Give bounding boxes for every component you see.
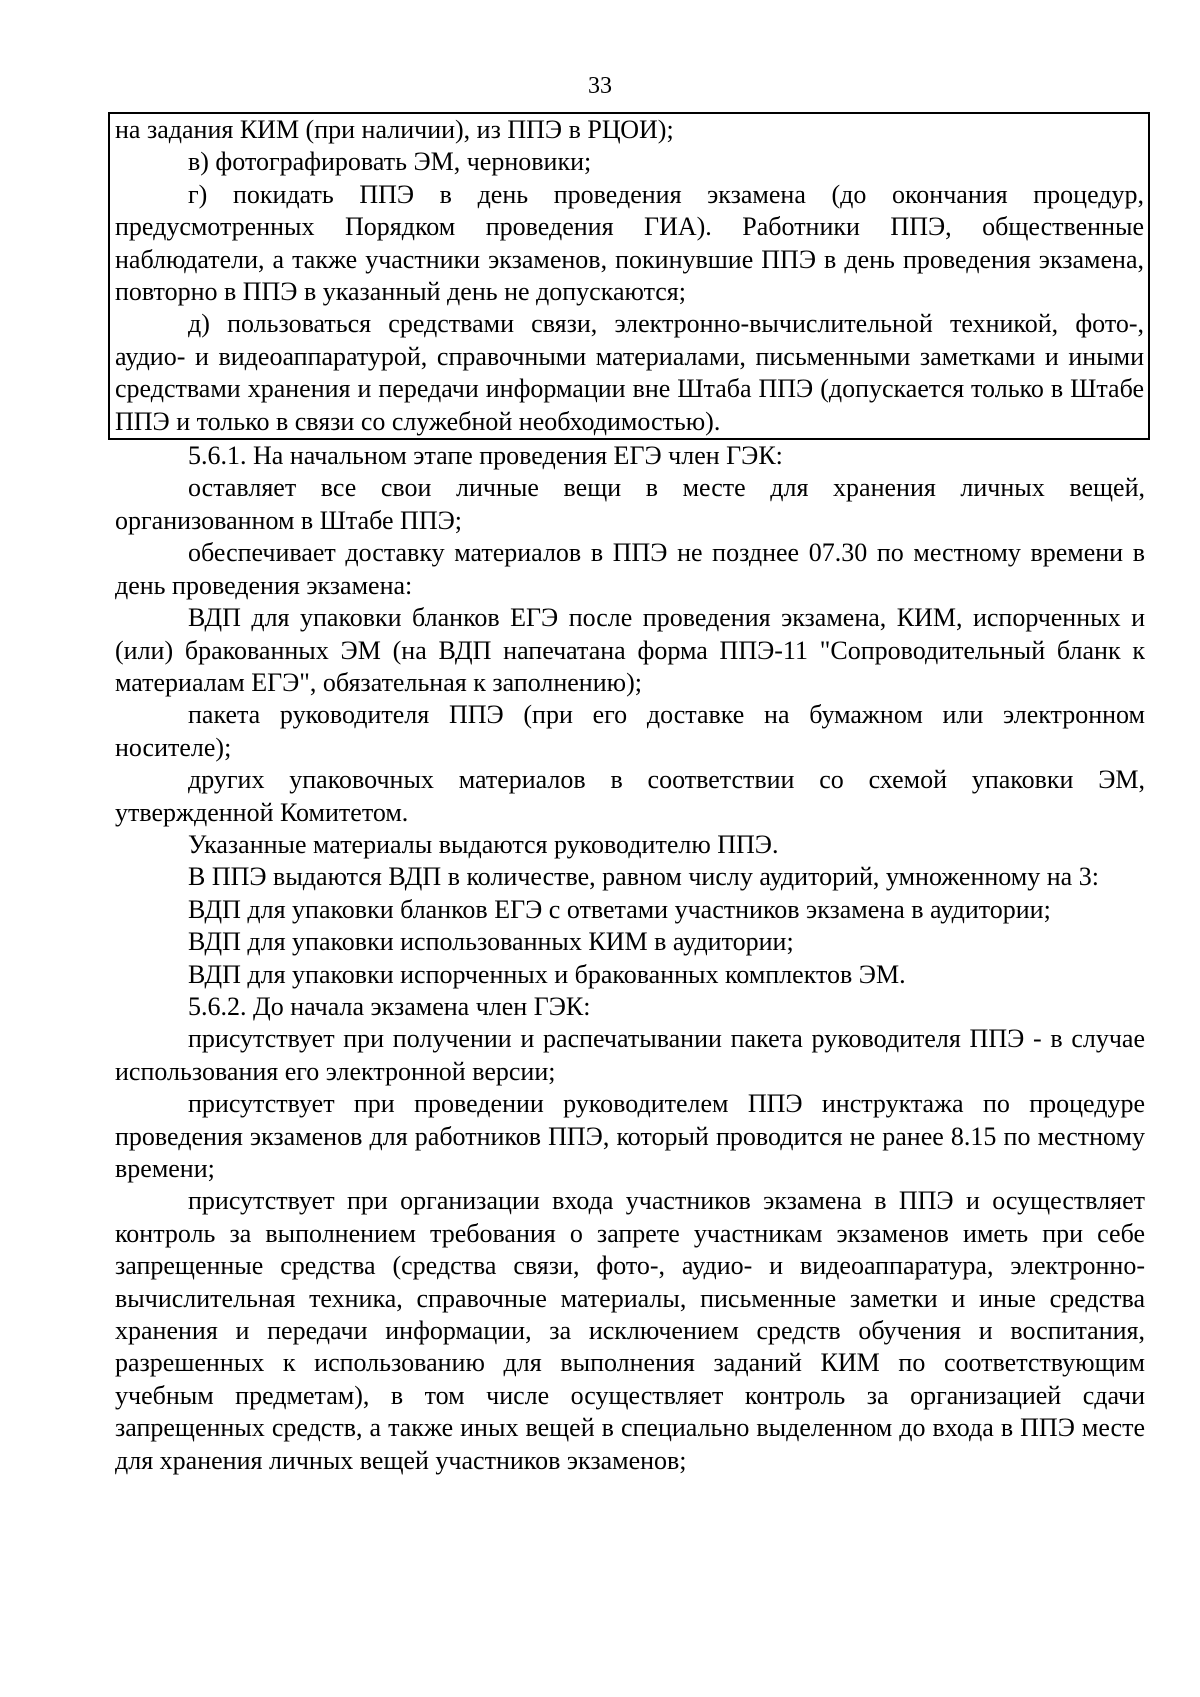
list-item: ВДП для упаковки бланков ЕГЭ после проведения экзамена, КИМ, испорченных и (или) бракованных ЭМ (на ВДП напечатана форма ППЭ-11 "Сопроводительный бланк к материалам ЕГЭ", обязательная к заполнению); <box>115 603 1145 697</box>
list-item: пакета руководителя ППЭ (при его доставке на бумажном или электронном носителе); <box>115 700 1145 762</box>
paragraph: присутствует при организации входа участников экзамена в ППЭ и осуществляет контроль за выполнением требования о запрете участникам экзаменов иметь при себе запрещенные средства (средства связи, фото-, аудио- и видеоаппаратура, электронно-вычислительная техника, справочные материалы, письменные заметки и иные средства хранения и передачи информации, за исключением средств обучения и воспитания, разрешенных к использованию для выполнения заданий КИМ по соответствующим учебным предметам), в том числе осуществляет контроль за организацией сдачи запрещенных средств, а также иных вещей в специально выделенном до входа в ППЭ месте для хранения личных вещей участников экзаменов; <box>115 1186 1145 1475</box>
list-item: ВДП для упаковки использованных КИМ в аудитории; <box>188 927 794 957</box>
page-number: 33 <box>588 73 612 99</box>
boxed-paragraph-0: на задания КИМ (при наличии), из ППЭ в РЦОИ); <box>115 115 674 144</box>
boxed-paragraph-2: г) покидать ППЭ в день проведения экзамена (до окончания процедур, предусмотренных Порядком проведения ГИА). Работники ППЭ, общественные наблюдатели, а также участники экзаменов, покинувшие ППЭ в день проведения экзамена, повторно в ППЭ в указанный день не допускаются; <box>115 179 1144 307</box>
list-item: ВДП для упаковки бланков ЕГЭ с ответами участников экзамена в аудитории; <box>188 894 1051 924</box>
boxed-paragraph-3: д) пользоваться средствами связи, электронно-вычислительной техникой, фото-, аудио- и видеоаппаратурой, справочными материалами, письменными заметками и иными средствами хранения и передачи информации вне Штаба ППЭ (допускается только в Штабе ППЭ и только в связи со служебной необходимостью). <box>115 309 1144 436</box>
boxed-section <box>108 112 1150 440</box>
paragraph: присутствует при получении и распечатывании пакета руководителя ППЭ - в случае использования его электронной версии; <box>115 1024 1145 1086</box>
boxed-paragraph-1: в) фотографировать ЭМ, черновики; <box>188 147 592 177</box>
paragraph: Указанные материалы выдаются руководителю ППЭ. <box>188 829 779 859</box>
paragraph: обеспечивает доставку материалов в ППЭ не позднее 07.30 по местному времени в день проведения экзамена: <box>115 538 1145 600</box>
paragraph: присутствует при проведении руководителем ППЭ инструктажа по процедуре проведения экзаменов для работников ППЭ, который проводится не ранее 8.15 по местному времени; <box>115 1089 1145 1183</box>
section-heading-5-6-1: 5.6.1. На начальном этапе проведения ЕГЭ член ГЭК: <box>188 441 783 471</box>
paragraph: В ППЭ выдаются ВДП в количестве, равном числу аудиторий, умноженному на 3: <box>188 862 1099 892</box>
list-item: ВДП для упаковки испорченных и бракованных комплектов ЭМ. <box>188 959 906 989</box>
document-body <box>115 112 1145 1477</box>
list-item: других упаковочных материалов в соответствии со схемой упаковки ЭМ, утвержденной Комитетом. <box>115 765 1145 827</box>
paragraph: оставляет все свои личные вещи в месте для хранения личных вещей, организованном в Штабе ППЭ; <box>115 473 1145 535</box>
section-heading-5-6-2: 5.6.2. До начала экзамена член ГЭК: <box>188 991 591 1021</box>
